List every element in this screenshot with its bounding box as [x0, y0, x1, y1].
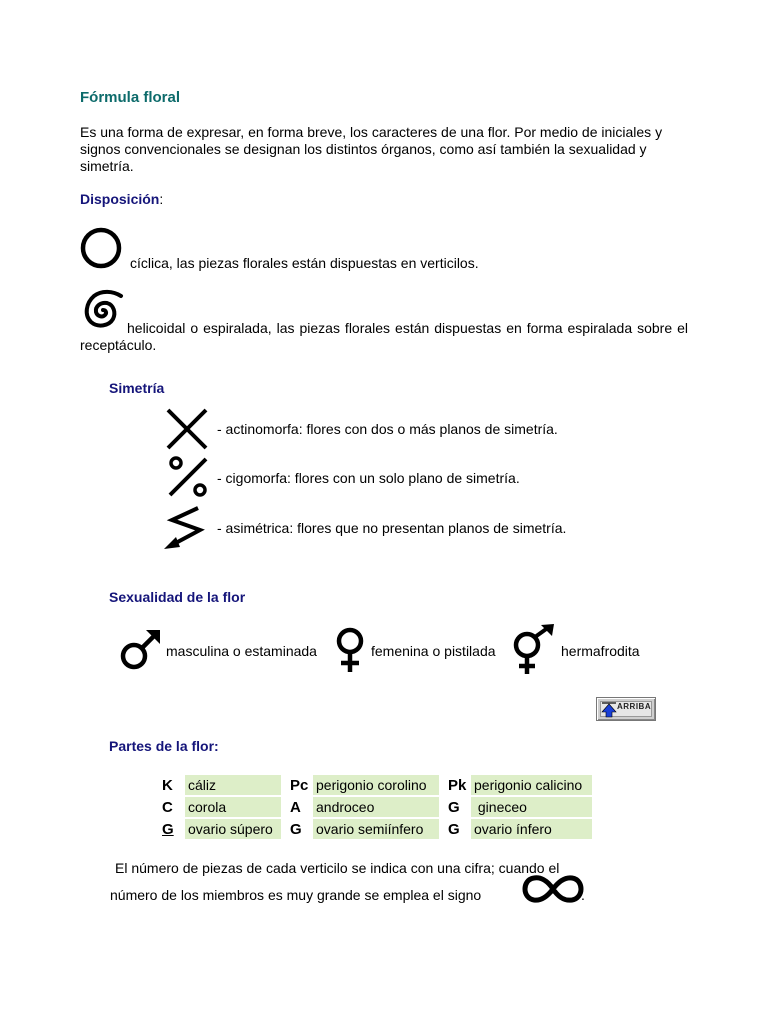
table-row: [159, 775, 592, 795]
disposicion-heading: Disposición: [80, 191, 160, 207]
female-symbol-icon: [333, 626, 367, 674]
sexualidad-heading: Sexualidad de la flor: [109, 589, 246, 605]
infinity-icon: [522, 874, 584, 904]
part-code: C: [159, 797, 185, 817]
part-code: A: [287, 797, 313, 817]
masculina-text: masculina o estaminada: [166, 643, 317, 659]
partes-table: [159, 773, 592, 841]
actinomorphic-x-icon: [164, 406, 212, 452]
arriba-button[interactable]: [596, 697, 656, 721]
part-desc: ovario súpero: [185, 819, 281, 839]
part-code: G: [445, 797, 471, 817]
male-symbol-icon: [119, 628, 163, 672]
zygomorphic-percent-icon: [164, 455, 212, 499]
intro-paragraph: Es una forma de expresar, en forma breve, los caracteres de una flor. Por medio de iniciales y signos convencionales se designan los distintos órganos, como así también la sexualidad y simetría.: [80, 124, 663, 174]
footer-period: .: [581, 887, 585, 903]
arriba-label: ARRIBA: [617, 702, 652, 711]
part-desc: cáliz: [185, 775, 281, 795]
actinomorfa-text: - actinomorfa: flores con dos o más planos de simetría.: [217, 421, 558, 437]
hermafrodita-text: hermafrodita: [561, 643, 640, 659]
femenina-text: femenina o pistilada: [371, 643, 496, 659]
asimetrica-text: - asimétrica: flores que no presentan planos de simetría.: [217, 520, 567, 536]
footer-line1: El número de piezas de cada verticilo se indica con una cifra; cuando el: [115, 860, 560, 876]
part-desc: androceo: [313, 797, 439, 817]
part-desc: gineceo: [471, 797, 592, 817]
part-code: K: [159, 775, 185, 795]
part-desc: perigonio calicino: [471, 775, 592, 795]
part-desc: ovario semiínfero: [313, 819, 439, 839]
table-row: [159, 797, 592, 817]
table-row: [159, 819, 592, 839]
ciclica-text: cíclica, las piezas florales están dispuestas en verticilos.: [130, 255, 479, 271]
part-code: Pk: [445, 775, 471, 795]
footer-line2: número de los miembros es muy grande se emplea el signo: [110, 887, 482, 903]
part-code: G: [445, 819, 471, 839]
helicoidal-paragraph: helicoidal o espiralada, las piezas florales están dispuestas en forma espiralada sobre el receptáculo.: [80, 320, 688, 353]
part-desc: ovario ínfero: [471, 819, 592, 839]
asymmetric-zigzag-icon: [162, 503, 210, 553]
part-code: G: [287, 819, 313, 839]
part-code: Pc: [287, 775, 313, 795]
page-title: Fórmula floral: [80, 89, 181, 106]
hermaphrodite-symbol-icon: [510, 624, 558, 676]
simetria-heading: Simetría: [109, 380, 165, 396]
disposicion-heading-row: [80, 191, 163, 207]
part-code: G: [159, 819, 185, 839]
part-desc: perigonio corolino: [313, 775, 439, 795]
up-arrow-icon: [601, 702, 617, 718]
part-desc: corola: [185, 797, 281, 817]
cigomorfa-text: - cigomorfa: flores con un solo plano de simetría.: [217, 470, 520, 486]
partes-heading: Partes de la flor:: [109, 738, 219, 754]
circle-icon: [79, 226, 125, 272]
disposicion-colon: :: [159, 191, 164, 207]
